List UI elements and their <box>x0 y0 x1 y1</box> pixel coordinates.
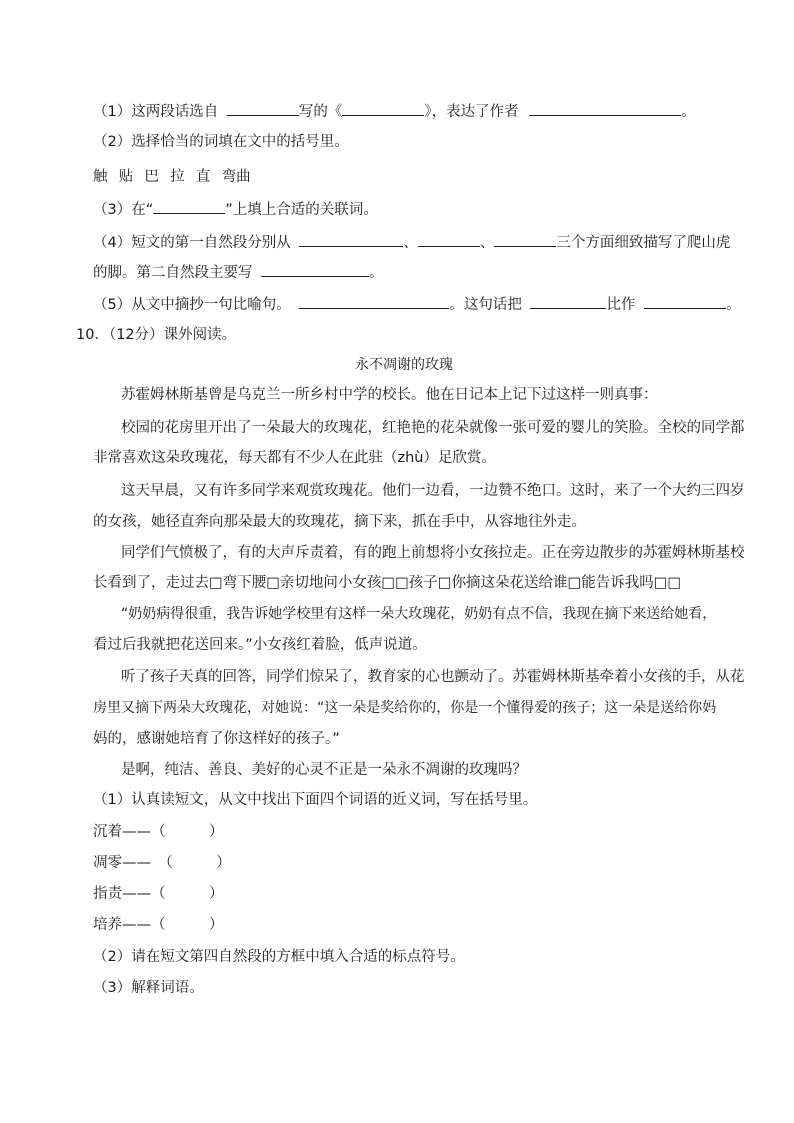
object-blank[interactable] <box>644 294 726 309</box>
aspect-blank-1[interactable] <box>299 232 403 247</box>
passage-paragraph: 妈的，感谢她培育了你这样好的孩子。” <box>93 731 340 747</box>
passage-paragraph: 房里又摘下两朵大玫瑰花，对她说：“这一朵是奖给你的，你是一个懂得爱的孩子；这一朵是送给你妈 <box>93 700 717 716</box>
q5-prefix: （5）从文中摘抄一句比喻句。 <box>93 297 291 313</box>
q5-mid1: 。这句话把 <box>449 297 522 313</box>
paragraph2-blank[interactable] <box>261 262 369 277</box>
passage-paragraph: 苏霍姆林斯基曾是乌克兰一所乡村中学的校长。他在日记本上记下过这样一则真事： <box>121 387 658 403</box>
q4b-end: 。 <box>369 265 384 281</box>
q1-line <box>93 101 696 122</box>
q3-line <box>93 199 378 220</box>
q1-mid2: 》，表达了作者 <box>424 104 519 120</box>
synonym-item[interactable]: 指责——（ ） <box>93 886 224 902</box>
question-10-heading: 10．（12分）课外阅读。 <box>76 327 237 343</box>
q2-line: （2）选择恰当的词填在文中的括号里。 <box>93 134 349 150</box>
word-choices: 触 贴 巴 拉 直 弯曲 <box>93 169 251 185</box>
simile-blank[interactable] <box>299 294 449 309</box>
passage-paragraph: 这天早晨，又有许多同学来观赏玫瑰花。他们一边看，一边赞不绝口。这时，来了一个大约三四岁 <box>121 483 745 499</box>
subject-blank[interactable] <box>530 294 606 309</box>
passage-paragraph: 同学们气愤极了，有的大声斥责着，有的跑上前想将小女孩拉走。正在旁边散步的苏霍姆林斯基校 <box>121 545 745 561</box>
passage-paragraph: 看过后我就把花送回来。”小女孩红着脸，低声说道。 <box>93 637 427 653</box>
passage-paragraph: 长看到了，走过去□弯下腰□亲切地问小女孩□□孩子□你摘这朵花送给谁□能告诉我吗□□ <box>93 575 682 591</box>
q3-suffix: ”上填上合适的关联词。 <box>225 202 378 218</box>
passage-title: 永不凋谢的玫瑰 <box>355 357 453 373</box>
q1-mid1: 写的《 <box>298 104 343 120</box>
aspect-blank-3[interactable] <box>494 232 556 247</box>
passage-paragraph: 非常喜欢这朵玫瑰花，每天都有不少人在此驻（zhù）足欣赏。 <box>93 450 496 466</box>
q4-line <box>93 232 730 253</box>
passage-paragraph: 校园的花房里开出了一朵最大的玫瑰花，红艳艳的花朵就像一张可爱的婴儿的笑脸。全校的同学都 <box>121 420 745 436</box>
q4-sep2: 、 <box>479 235 495 251</box>
synonym-item[interactable]: 沉着——（ ） <box>93 824 224 840</box>
q4b-prefix: 的脚。第二自然段主要写 <box>93 265 253 281</box>
feeling-blank[interactable] <box>529 101 681 116</box>
q5-line <box>93 294 741 315</box>
synonym-item[interactable]: 凋零—— （ ） <box>93 855 231 871</box>
q4-suffix: 三个方面细致描写了爬山虎 <box>556 235 731 251</box>
q4-sep1: 、 <box>403 235 418 251</box>
passage-paragraph: 是啊，纯洁、善良、美好的心灵不正是一朵永不凋谢的玫瑰吗？ <box>121 762 527 778</box>
sub-question-2: （2）请在短文第四自然段的方框中填入合适的标点符号。 <box>93 949 465 965</box>
q1-end: 。 <box>681 104 696 120</box>
sub-question-3: （3）解释词语。 <box>93 980 204 996</box>
sub-question-1: （1）认真读短文，从文中找出下面四个词语的近义词，写在括号里。 <box>93 792 538 808</box>
author-blank[interactable] <box>227 101 299 116</box>
aspect-blank-2[interactable] <box>418 232 480 247</box>
passage-paragraph: “奶奶病得很重，我告诉她学校里有这样一朵大玫瑰花，奶奶有点不信，我现在摘下来送给她看， <box>121 606 717 622</box>
q3-prefix: （3）在“ <box>93 202 154 218</box>
passage-paragraph: 的女孩，她径直奔向那朵最大的玫瑰花，摘下来，抓在手中，从容地往外走。 <box>93 514 586 530</box>
q5-end: 。 <box>726 297 741 313</box>
connective-blank[interactable] <box>153 199 225 214</box>
q4b-line <box>93 262 384 283</box>
q5-mid2: 比作 <box>606 297 636 313</box>
q4-prefix: （4）短文的第一自然段分别从 <box>93 235 291 251</box>
q1-prefix: （1）这两段话选自 <box>93 104 219 120</box>
passage-paragraph: 听了孩子天真的回答，同学们惊呆了，教育家的心也颤动了。苏霍姆林斯基牵着小女孩的手，从花 <box>121 669 745 685</box>
title-blank[interactable] <box>342 101 424 116</box>
synonym-item[interactable]: 培养——（ ） <box>93 917 224 933</box>
